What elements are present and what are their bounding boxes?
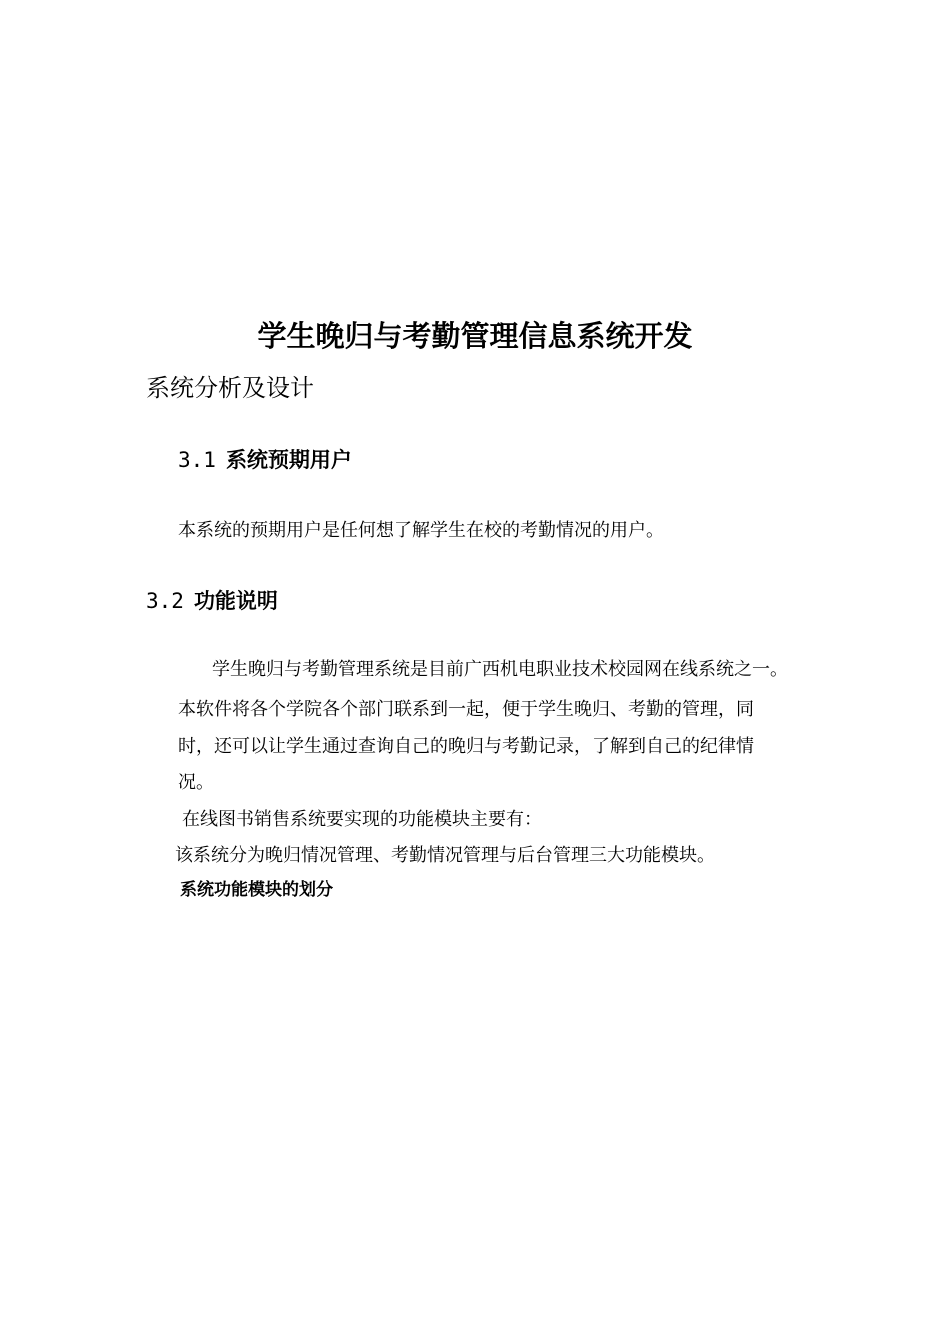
section-heading-3-2 bbox=[146, 591, 278, 612]
module-division-caption: 系统功能模块的划分 bbox=[180, 880, 333, 900]
section-number: 3.2 bbox=[146, 589, 184, 613]
section-3-1-paragraph: 本系统的预期用户是任何想了解学生在校的考勤情况的用户。 bbox=[178, 520, 664, 541]
modules-division-line: 该系统分为晚归情况管理、考勤情况管理与后台管理三大功能模块。 bbox=[175, 845, 715, 866]
section-title: 功能说明 bbox=[193, 589, 278, 613]
document-subtitle: 系统分析及设计 bbox=[146, 374, 314, 402]
section-heading-3-1 bbox=[178, 450, 352, 471]
paragraph-line: 学生晚归与考勤管理系统是目前广西机电职业技术校园网在线系统之一。 bbox=[212, 659, 788, 680]
section-title: 系统预期用户 bbox=[225, 448, 352, 472]
document-title: 学生晚归与考勤管理信息系统开发 bbox=[257, 319, 693, 353]
paragraph-line: 时，还可以让学生通过查询自己的晚归与考勤记录，了解到自己的纪律情 bbox=[178, 736, 754, 757]
modules-intro-line: 在线图书销售系统要实现的功能模块主要有： bbox=[182, 809, 542, 830]
paragraph-line: 本软件将各个学院各个部门联系到一起，便于学生晚归、考勤的管理，同 bbox=[178, 699, 754, 720]
section-number: 3.1 bbox=[178, 448, 216, 472]
paragraph-line: 况。 bbox=[178, 772, 214, 793]
